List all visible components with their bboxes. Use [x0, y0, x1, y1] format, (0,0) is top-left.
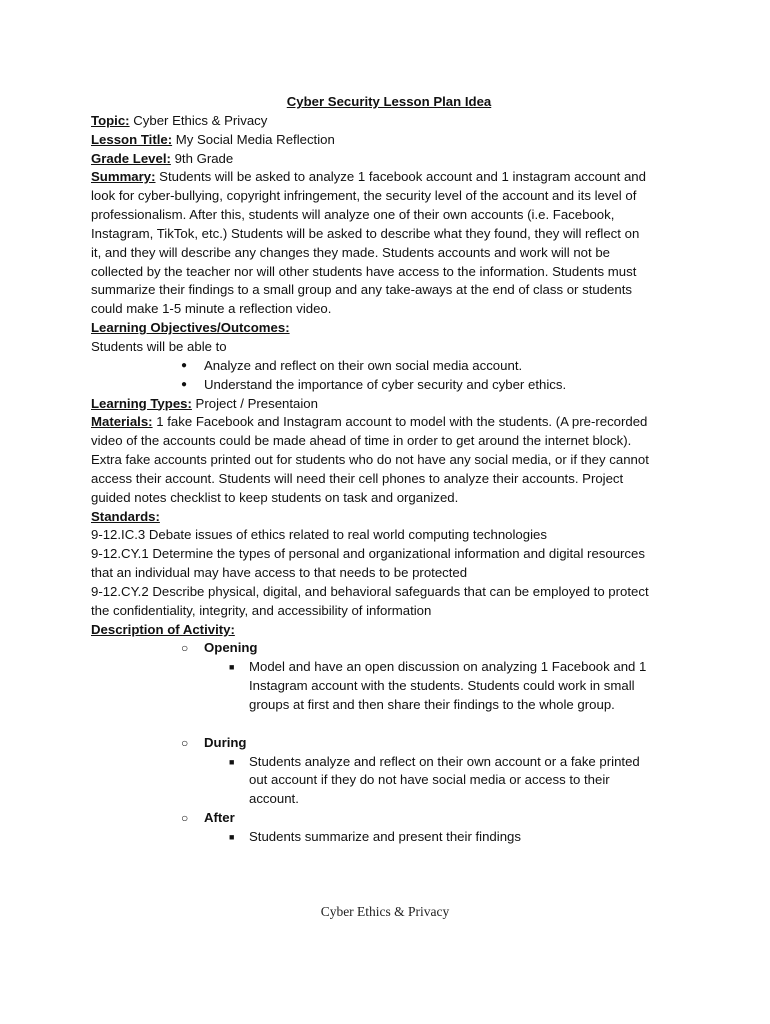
standards-heading	[91, 508, 687, 527]
bullet-icon: ●	[181, 378, 188, 390]
summary-line: Instagram, TikTok, etc.) Students will be asked to describe what they found, they will reflect on	[91, 225, 640, 241]
summary-line: summarize their findings to a small group and any take-aways at the end of class or students	[91, 282, 632, 298]
summary-line: professionalism. After this, students will analyze one of their own accounts (i.e. Facebook,	[91, 207, 615, 223]
list-item	[204, 753, 687, 810]
phase-line: account.	[249, 791, 299, 807]
summary-line: it, and they will describe any changes they made. Students accounts and work will not be	[91, 244, 611, 260]
learning-types-value: Project / Presentaion	[191, 395, 318, 411]
materials-line: access their account. Students will need their cell phones to analyze their accounts. Project	[91, 470, 624, 486]
objective-text: Understand the importance of cyber security and cyber ethics.	[204, 376, 567, 392]
standards-line: the confidentiality, integrity, and accessibility of information	[91, 602, 432, 618]
list-item	[91, 357, 687, 376]
learning-types-line	[91, 395, 687, 414]
list-item	[204, 828, 687, 847]
phase-line: Model and have an open discussion on analyzing 1 Facebook and 1	[249, 659, 647, 675]
document-body	[91, 93, 687, 847]
square-bullet-icon: ■	[229, 831, 235, 842]
materials-line	[91, 413, 687, 432]
phase-sublist	[204, 658, 687, 715]
objective-text: Analyze and reflect on their own social media account.	[204, 357, 523, 373]
activity-heading	[91, 621, 687, 640]
list-item	[204, 658, 687, 715]
list-item	[91, 376, 687, 395]
lesson-title-line	[91, 131, 687, 150]
standards-line: 9-12.CY.1 Determine the types of personal and organizational information and digital resources	[91, 546, 645, 562]
materials-text: 1 fake Facebook and Instagram account to model with the students. (A pre-recorded	[152, 414, 648, 430]
topic-value: Cyber Ethics & Privacy	[129, 112, 268, 128]
grade-level-line	[91, 150, 687, 169]
phase-line: Students analyze and reflect on their own account or a fake printed	[249, 753, 640, 769]
summary-line: could make 1-5 minute a reflection video.	[91, 301, 332, 317]
phase-line: groups at first and then share their findings to the whole group.	[249, 697, 615, 712]
materials-line: video of the accounts could be made ahead of time in order to get around the internet block).	[91, 433, 632, 449]
phase-line: out account if they do not have social media or access to their	[249, 772, 610, 788]
lesson-title-label: Lesson Title:	[91, 131, 173, 147]
materials-label: Materials:	[91, 414, 153, 430]
objectives-label: Learning Objectives/Outcomes:	[91, 320, 290, 336]
standards-line: that an individual may have access to that needs to be protected	[91, 565, 468, 581]
standards-section	[91, 508, 687, 621]
objectives-list	[91, 357, 687, 395]
standards-label: Standards:	[91, 508, 160, 524]
document-title: Cyber Security Lesson Plan Idea	[286, 94, 492, 109]
grade-level-label: Grade Level:	[91, 150, 171, 166]
bullet-icon: ●	[181, 359, 188, 371]
activity-phase-opening	[91, 639, 687, 733]
summary-section	[91, 168, 687, 319]
topic-line	[91, 112, 687, 131]
circle-bullet-icon: ○	[181, 735, 189, 750]
phase-title: During	[204, 734, 247, 750]
materials-line: Extra fake accounts printed out for students who do not have any social media, or if they cannot	[91, 452, 649, 468]
phase-title: Opening	[204, 640, 258, 656]
objectives-intro: Students will be able to	[91, 338, 227, 354]
square-bullet-icon: ■	[229, 756, 235, 767]
circle-bullet-icon: ○	[181, 811, 189, 826]
lesson-title-value: My Social Media Reflection	[172, 131, 335, 147]
summary-line: look for cyber-bullying, copyright infringement, the security level of the account and its level of	[91, 188, 637, 204]
circle-bullet-icon: ○	[181, 641, 189, 656]
summary-line	[91, 168, 687, 187]
topic-label: Topic:	[91, 112, 130, 128]
materials-section	[91, 413, 687, 507]
phase-sublist	[204, 753, 687, 810]
standards-line: 9-12.IC.3 Debate issues of ethics related to real world computing technologies	[91, 527, 547, 543]
spacer	[204, 715, 687, 734]
phase-sublist	[204, 828, 687, 847]
learning-types-label: Learning Types:	[91, 395, 192, 411]
activity-label: Description of Activity:	[91, 621, 235, 637]
activity-phase-after	[91, 809, 687, 847]
objectives-heading	[91, 319, 687, 338]
page-footer: Cyber Ethics & Privacy	[320, 904, 450, 919]
summary-label: Summary:	[91, 169, 156, 185]
standards-line: 9-12.CY.2 Describe physical, digital, and behavioral safeguards that can be employed to protect	[91, 583, 649, 599]
phase-line: Students summarize and present their findings	[249, 828, 521, 844]
grade-level-value: 9th Grade	[170, 150, 234, 166]
phase-line: Instagram account with the students. Students could work in small	[249, 678, 635, 694]
summary-line: collected by the teacher nor will other students have access to the information. Students must	[91, 263, 637, 279]
activity-list	[91, 639, 687, 846]
summary-text: Students will be asked to analyze 1 facebook account and 1 instagram account and	[155, 169, 646, 185]
square-bullet-icon: ■	[229, 662, 235, 673]
activity-phase-during	[91, 734, 687, 809]
phase-title: After	[204, 810, 235, 826]
materials-line: guided notes checklist to keep students on task and organized.	[91, 489, 459, 505]
